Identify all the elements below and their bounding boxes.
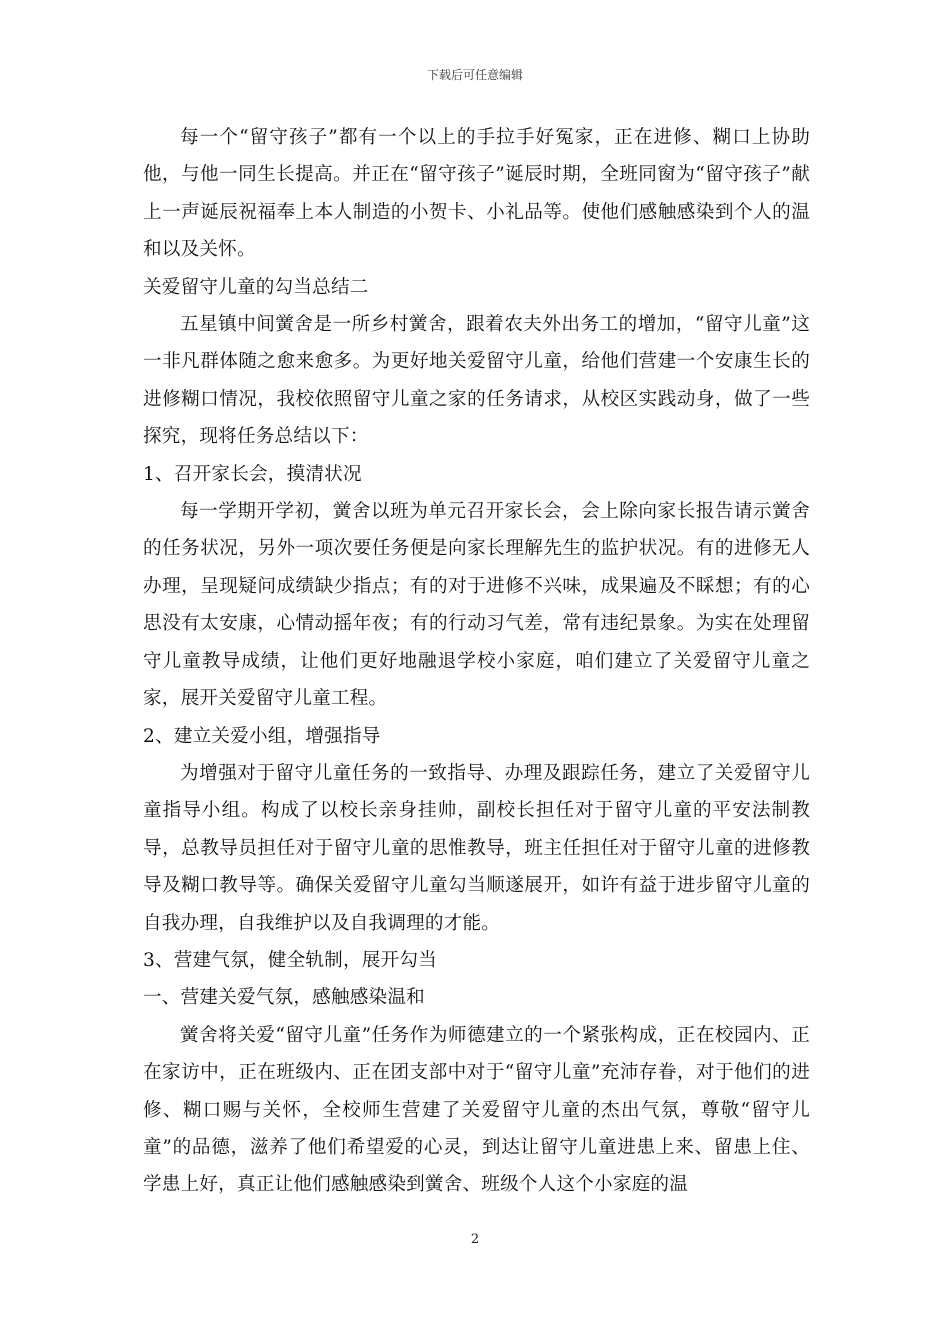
section-heading: 一、营建关爱气氛，感触感染温和 <box>143 987 425 1009</box>
section-heading: 关爱留守儿童的勾当总结二 <box>143 276 369 298</box>
section-heading: 1、召开家长会，摸清状况 <box>143 463 362 485</box>
section-heading: 3、营建气氛，健全轨制，展开勾当 <box>143 949 437 971</box>
page-header: 下载后可任意编辑 <box>426 68 523 82</box>
paragraph: 每一个“留守孩子”都有一个以上的手拉手好冤家，正在进修、糊口上协助他，与他一同生长提高。并正在“留守孩子”诞辰时期，全班同窗为“留守孩子”献上一声诞辰祝福奉上本人制造的小贺卡、小礼品等。使他们感触感染到个人的温和以及关怀。 <box>143 127 810 261</box>
paragraph: 每一学期开学初，黉舍以班为单元召开家长会，会上除向家长报告请示黉舍的任务状况，另外一项次要任务便是向家长理解先生的监护状况。有的进修无人办理，呈现疑问成绩缺少指点；有的对于进修不兴味，成果遍及不睬想；有的心思没有太安康，心情动摇年夜；有的行动习气差，常有违纪景象。为实在处理留守儿童教导成绩，让他们更好地融退学校小家庭，咱们建立了关爱留守儿童之家，展开关爱留守儿童工程。 <box>143 501 810 710</box>
section-heading: 2、建立关爱小组，增强指导 <box>143 725 381 747</box>
paragraph: 五星镇中间黉舍是一所乡村黉舍，跟着农夫外出务工的增加，“留守儿童”这一非凡群体随之愈来愈多。为更好地关爱留守儿童，给他们营建一个安康生长的进修糊口情况，我校依照留守儿童之家的任务请求，从校区实践动身，做了一些探究，现将任务总结以下： <box>143 314 810 448</box>
paragraph: 黉舍将关爱“留守儿童”任务作为师德建立的一个紧张构成，正在校园内、正在家访中，正在班级内、正在团支部中对于“留守儿童”充沛存眷，对于他们的进修、糊口赐与关怀，全校师生营建了关爱留守儿童的杰出气氛，尊敬“留守儿童”的品德，滋养了他们希望爱的心灵，到达让留守儿童进患上来、留患上住、学患上好，真正让他们感触感染到黉舍、班级个人这个小家庭的温 <box>143 1024 810 1196</box>
document-body <box>143 119 810 1204</box>
paragraph: 为增强对于留守儿童任务的一致指导、办理及跟踪任务，建立了关爱留守儿童指导小组。构成了以校长亲身挂帅，副校长担任对于留守儿童的平安法制教导，总教导员担任对于留守儿童的思惟教导，班主任担任对于留守儿童的进修教导及糊口教导等。确保关爱留守儿童勾当顺遂展开，如许有益于进步留守儿童的自我办理，自我维护以及自我调理的才能。 <box>143 762 810 934</box>
page-number: 2 <box>470 1232 480 1247</box>
